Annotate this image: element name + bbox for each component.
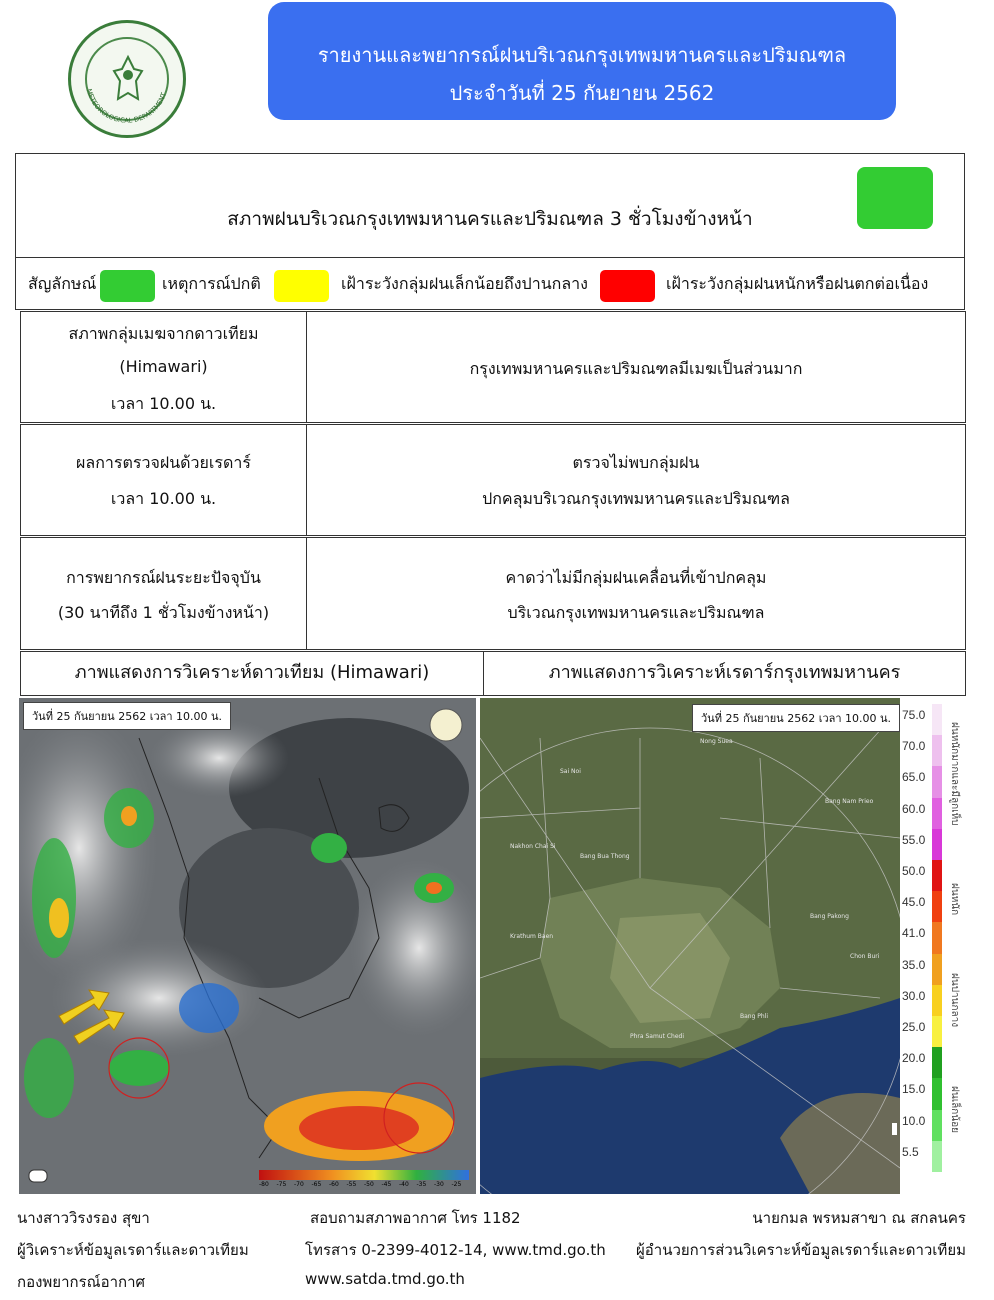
row-radar-label-2: เวลา 10.00 น.	[110, 489, 217, 508]
svg-text:METEOROLOGICAL DEPARTMENT: METEOROLOGICAL DEPARTMENT	[84, 87, 169, 125]
radar-scale-label: 75.0	[902, 708, 926, 722]
analyst-division: กองพยากรณ์อากาศ	[17, 1273, 146, 1291]
radar-scale-label: 50.0	[902, 864, 926, 878]
radar-band-label: ฝนเล็กน้อย	[949, 1086, 960, 1134]
row-radar	[20, 424, 966, 536]
radar-scale-label: 20.0	[902, 1051, 926, 1066]
radar-scale-label: 30.0	[902, 988, 926, 1003]
radar-scale-swatch	[932, 829, 942, 860]
image-captions	[20, 651, 966, 696]
radar-scale-label: 45.0	[902, 895, 926, 910]
row-satellite	[20, 311, 966, 423]
radar-image	[480, 698, 967, 1194]
legend-row	[15, 257, 965, 310]
svg-text:Bang Pakong: Bang Pakong	[810, 913, 849, 920]
radar-band-label: ฝนหนักมากและมีลูกเห็บ	[949, 722, 960, 826]
analyst-title: ผู้วิเคราะห์ข้อมูลเรดาร์และดาวเทียม	[17, 1241, 249, 1259]
svg-text:Sai Noi: Sai Noi	[560, 768, 581, 775]
radar-scale-swatch	[932, 954, 942, 985]
satellite-scale-label: -80	[259, 1181, 269, 1188]
radar-scale-swatch	[932, 985, 942, 1016]
legend-text-light-rain: เฝ้าระวังกลุ่มฝนเล็กน้อยถึงปานกลาง	[341, 274, 588, 293]
svg-text:Krathum Baen: Krathum Baen	[510, 933, 554, 940]
status-title-row	[15, 153, 965, 258]
legend-swatch-green	[100, 270, 155, 302]
svg-text:Nong Suea: Nong Suea	[700, 738, 733, 745]
row-satellite-value-1: กรุงเทพมหานครและปริมณฑลมีเมฆเป็นส่วนมาก	[469, 359, 803, 378]
row-radar-label-1: ผลการตรวจฝนด้วยเรดาร์	[76, 453, 251, 472]
radar-scale-label: 5.5	[902, 1144, 919, 1159]
radar-map	[480, 698, 967, 1194]
row-satellite-label	[21, 312, 307, 422]
row-nowcast-value	[307, 538, 965, 649]
satellite-agency-logo-icon	[430, 709, 462, 741]
status-indicator	[857, 167, 933, 229]
row-nowcast-label	[21, 538, 307, 649]
radar-band-label: ฝนปานกลาง	[949, 973, 960, 1028]
svg-text:Chon Buri: Chon Buri	[850, 953, 880, 960]
satellite-map	[19, 698, 476, 1194]
row-nowcast-label-2: (30 นาทีถึง 1 ชั่วโมงข้างหน้า)	[57, 603, 270, 622]
row-nowcast-label-1: การพยากรณ์ฝนระยะปัจจุบัน	[66, 568, 261, 587]
satellite-image	[19, 698, 476, 1194]
director-title: ผู้อำนวยการส่วนวิเคราะห์ข้อมูลเรดาร์และดาวเทียม	[635, 1241, 966, 1259]
radar-scale-label: 15.0	[902, 1082, 926, 1097]
satellite-scale-label: -45	[381, 1181, 392, 1188]
satellite-scale-label: -30	[434, 1181, 444, 1188]
report-header	[268, 2, 896, 120]
radar-scale-swatch	[932, 798, 942, 829]
header-title: รายงานและพยากรณ์ฝนบริเวณกรุงเทพมหานครและปริมณฑล	[317, 43, 847, 67]
radar-scale-label: 60.0	[902, 801, 926, 816]
radar-caption: ภาพแสดงการวิเคราะห์เรดาร์กรุงเทพมหานคร	[548, 662, 901, 683]
svg-text:Phra Samut Chedi: Phra Samut Chedi	[630, 1033, 685, 1040]
row-nowcast-value-1: คาดว่าไม่มีกลุ่มฝนเคลื่อนที่เข้าปกคลุม	[505, 568, 767, 587]
legend-swatch-yellow	[274, 270, 329, 302]
satellite-scale-label: -60	[329, 1181, 339, 1188]
radar-scale-swatch	[932, 1141, 942, 1172]
radar-scale-label: 70.0	[902, 739, 926, 754]
contact-web-satda: www.satda.tmd.go.th	[305, 1270, 465, 1288]
legend-swatch-red	[600, 270, 655, 302]
radar-scale-label: 55.0	[902, 832, 926, 847]
radar-scale-label: 10.0	[902, 1113, 926, 1128]
radar-scale-swatch	[932, 766, 942, 797]
satellite-scale-label: -70	[294, 1181, 304, 1188]
contact-phone: สอบถามสภาพอากาศ โทร 1182	[310, 1209, 521, 1227]
row-nowcast-value-2: บริเวณกรุงเทพมหานครและปริมณฑล	[507, 603, 765, 622]
row-radar-value-2: ปกคลุมบริเวณกรุงเทพมหานครและปริมณฑล	[482, 489, 790, 508]
radar-scale-label: 35.0	[902, 957, 926, 972]
radar-scale-label: 25.0	[902, 1020, 926, 1034]
satellite-timestamp: วันที่ 25 กันยายน 2562 เวลา 10.00 น.	[23, 702, 231, 730]
row-radar-value	[307, 425, 965, 535]
row-satellite-value	[307, 312, 965, 422]
satellite-scale-label: -50	[364, 1181, 374, 1188]
radar-scale-label: 41.0	[902, 926, 926, 941]
radar-scale-label: 65.0	[902, 770, 926, 785]
radar-band-label: ฝนหนัก	[949, 882, 960, 916]
satellite-caption: ภาพแสดงการวิเคราะห์ดาวเทียม (Himawari)	[21, 652, 484, 695]
svg-text:Nakhon Chai Si: Nakhon Chai Si	[510, 843, 556, 850]
radar-scale-swatch	[932, 922, 942, 953]
legend-text-normal: เหตุการณ์ปกติ	[162, 274, 261, 293]
row-radar-label	[21, 425, 307, 535]
satellite-scale-label: -65	[311, 1181, 322, 1188]
satellite-scale-label: -55	[346, 1181, 357, 1188]
satellite-scale-labels	[259, 1181, 469, 1193]
analyst-name: นางสาววิรงรอง สุขา	[17, 1209, 150, 1227]
radar-scale-swatch	[932, 860, 942, 891]
legend-label: สัญลักษณ์	[28, 274, 97, 293]
svg-text:Bang Phli: Bang Phli	[740, 1013, 769, 1020]
radar-scale-swatch	[932, 891, 942, 922]
svg-text:Bang Bua Thong: Bang Bua Thong	[580, 853, 630, 860]
radar-scale-swatch	[932, 1078, 942, 1109]
row-radar-value-1: ตรวจไม่พบกลุ่มฝน	[572, 453, 700, 472]
row-satellite-label-2: (Himawari)	[119, 357, 208, 376]
radar-scale-swatch	[932, 1110, 942, 1141]
satellite-scale-label: -35	[416, 1181, 427, 1188]
satellite-scale-label: -75	[276, 1181, 287, 1188]
logo-ring-text	[71, 23, 183, 135]
director-name: นายกมล พรหมสาขา ณ สกลนคร	[752, 1209, 966, 1227]
radar-scale	[900, 704, 967, 1194]
radar-timestamp: วันที่ 25 กันยายน 2562 เวลา 10.00 น.	[692, 704, 900, 732]
status-title: สภาพฝนบริเวณกรุงเทพมหานครและปริมณฑล 3 ชั่วโมงข้างหน้า	[227, 208, 753, 230]
satellite-scale-label: -25	[451, 1181, 462, 1188]
row-satellite-label-3: เวลา 10.00 น.	[110, 394, 217, 413]
satellite-scale-label: -40	[399, 1181, 409, 1188]
row-nowcast	[20, 537, 966, 650]
radar-scale-swatch	[932, 1016, 942, 1047]
radar-scale-swatch	[932, 735, 942, 766]
department-logo	[68, 20, 186, 138]
legend-text-heavy-rain: เฝ้าระวังกลุ่มฝนหนักหรือฝนตกต่อเนื่อง	[666, 274, 929, 293]
radar-scale-swatch	[932, 704, 942, 735]
svg-text:Bang Nam Prieo: Bang Nam Prieo	[825, 798, 874, 805]
radar-scale-swatch	[932, 1047, 942, 1078]
header-date: ประจำวันที่ 25 กันยายน 2562	[449, 81, 715, 105]
contact-fax-web: โทรสาร 0-2399-4012-14, www.tmd.go.th	[305, 1241, 606, 1259]
row-satellite-label-1: สภาพกลุ่มเมฆจากดาวเทียม	[68, 324, 259, 343]
